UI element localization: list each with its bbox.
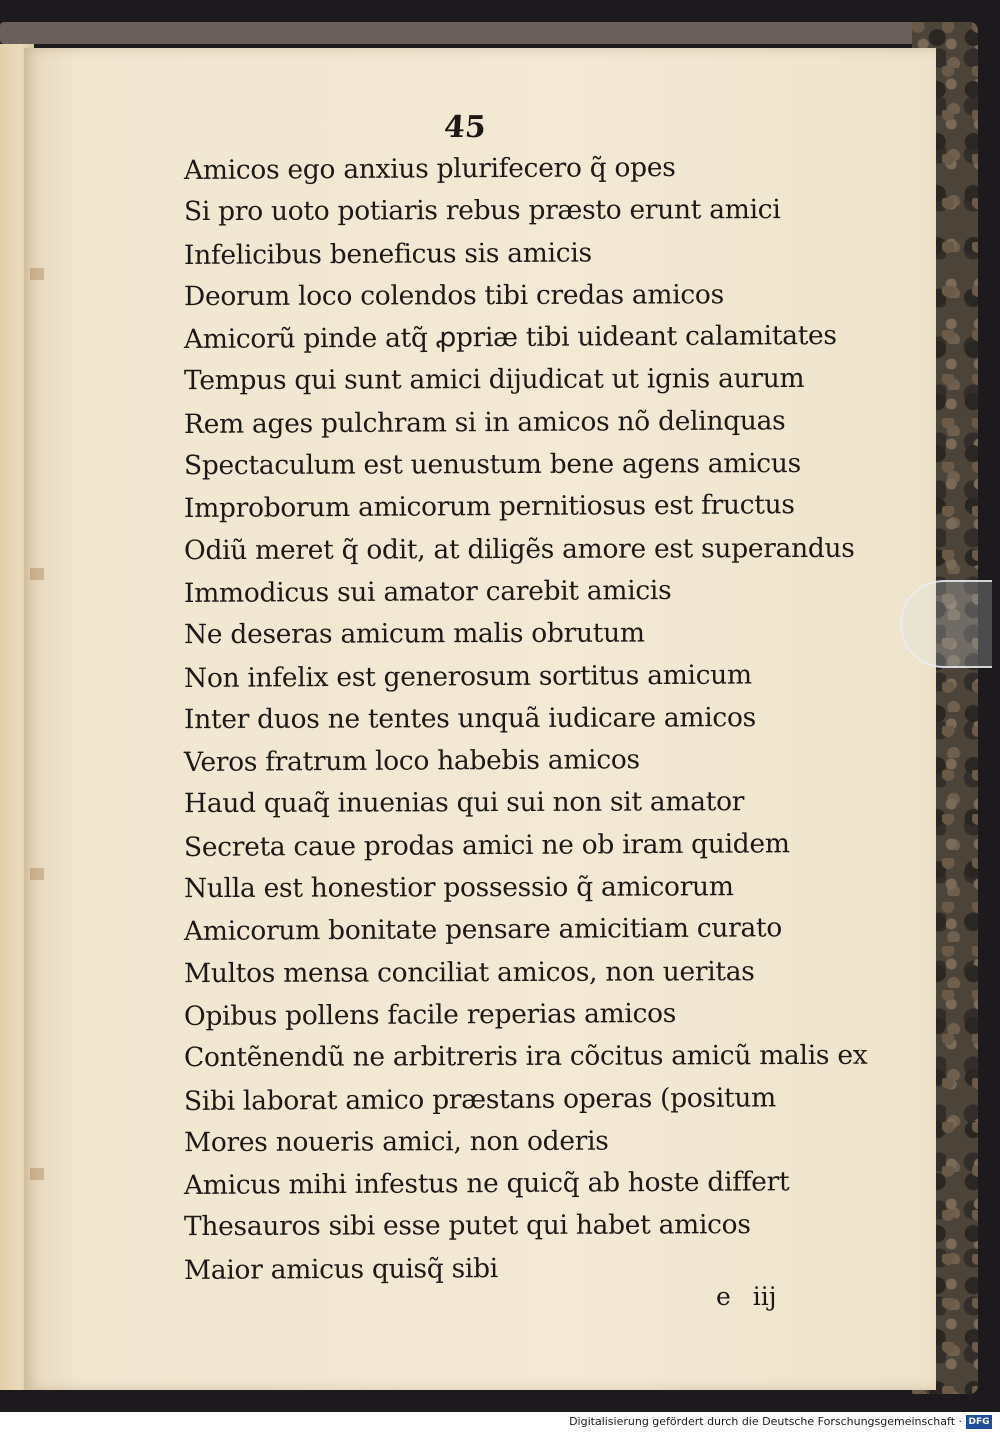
text-line: Improborum amicorum pernitiosus est fructus [183,489,795,525]
gutter-stitching [30,48,44,1390]
folio-number: 45 [442,110,487,145]
text-line: Maior amicus quisq̃ sibi [183,1252,498,1286]
text-line: Veros fratrum loco habebis amicos [183,744,640,779]
text-line: Deorum loco colendos tibi credas amicos [183,279,724,313]
text-line: Infelicibus beneficus sis amicis [183,237,592,271]
signature-mark: e iij [716,1282,777,1311]
text-line: Non infelix est generosum sortitus amicum [183,659,752,694]
text-block [183,148,868,1290]
text-line: Amicorum bonitate pensare amicitiam curato [183,912,783,948]
text-line: Rem ages pulchram si in amicos nõ delinquas [183,405,786,440]
binding-top-edge [0,22,960,44]
text-line: Secreta caue prodas amici ne ob iram quidem [183,828,790,863]
text-line: Contẽnendũ ne arbitreris ira cõcitus amicũ malis ex [183,1039,868,1074]
dfg-logo-icon: DFG [966,1415,992,1429]
text-line: Odiũ meret q̃ odit, at diligẽs amore est superandus [183,532,855,566]
text-line: Immodicus sui amator carebit amicis [183,574,672,609]
text-line: Amicos ego anxius plurifecero q̃ opes [183,151,676,186]
printed-page [24,48,936,1390]
text-line: Multos mensa conciliat amicos, non ueritas [183,955,755,989]
text-line: Thesauros sibi esse putet qui habet amicos [183,1209,751,1243]
text-line: Opibus pollens facile reperias amicos [183,997,677,1032]
page-clip [900,580,992,668]
text-line: Amicorũ pinde atq̃ ꝓpriæ tibi uideant calamitates [183,320,837,356]
text-line: Amicus mihi infestus ne quicq̃ ab hoste differt [183,1166,790,1202]
text-line: Tempus qui sunt amici dijudicat ut ignis aurum [183,363,805,397]
text-line: Si pro uoto potiaris rebus præsto erunt amici [183,194,781,228]
text-line: Spectaculum est uenustum bene agens amicus [183,448,801,482]
text-line: Haud quaq̃ inuenias qui sui non sit amator [183,786,745,820]
text-line: Nulla est honestior possessio q̃ amicorum [183,871,734,905]
footer-bar [0,1412,1000,1434]
text-line: Ne deseras amicum malis obrutum [183,617,645,651]
funding-credit: Digitalisierung gefördert durch die Deutsche Forschungsgemeinschaft · [569,1415,962,1428]
text-line: Inter duos ne tentes unquã iudicare amicos [183,701,756,735]
text-line: Sibi laborat amico præstans operas (positum [183,1081,776,1117]
text-line: Mores noueris amici, non oderis [183,1125,609,1158]
